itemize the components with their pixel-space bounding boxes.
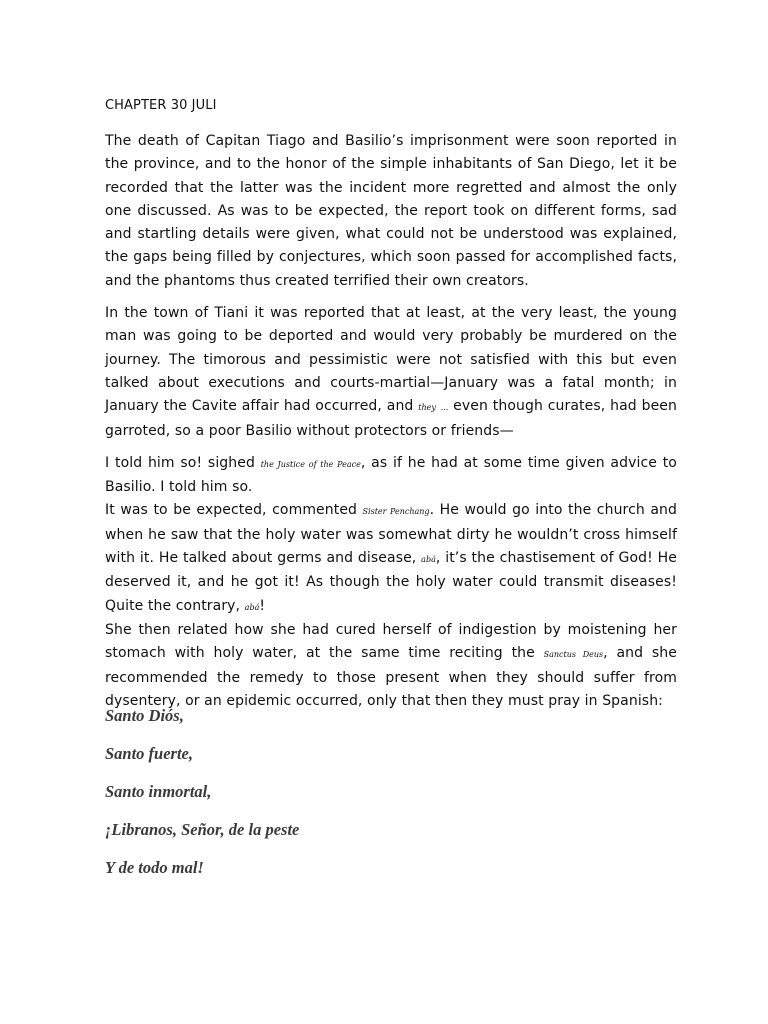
paragraph-1: The death of Capitan Tiago and Basilio’s imprisonment were soon reported in the province, and to the honor of the simple inhabitants of San Diego, let it be recorded that the latter was the incident more regretted and almost the only one discussed. As was to be expected, the report took on different forms, sad and startling details were given, what could not be understood was explained, the gaps being filled by conjectures, which soon passed for accomplished facts, and the phantoms thus created terrified their own creators. <box>105 133 677 289</box>
paragraph-5-text-a: She then related how she had cured herself of indigestion by moistening her stomach with holy water, at the same time reciting the <box>105 621 677 662</box>
paragraph-4-italic-3: abá <box>244 602 260 612</box>
verse-line: Y de todo mal! <box>105 858 204 877</box>
paragraph-3-text-b: , as if he had at some time given advice to Basilio. I told him so. <box>105 454 677 496</box>
paragraph-4-italic: Sister Penchang <box>362 507 430 517</box>
paragraph-4 <box>105 499 677 618</box>
prayer-verse <box>105 706 505 896</box>
verse-line: Santo inmortal, <box>105 782 212 801</box>
paragraph-2-italic-mark: ... <box>440 403 449 413</box>
paragraph-2-text-a: In the town of Tiani it was reported that at least, at the very least, the young man was going to be deported and would very probably be murdered on the journey. The timorous and pessimistic were not satisfied with this but even talked about executions and courts-martial—January was a fatal month; in January the Cavite affair had occurred, and <box>105 305 677 415</box>
paragraph-2 <box>105 302 677 443</box>
paragraph-4-text-a: It was to be expected, commented <box>105 502 363 519</box>
paragraph-2-italic: they <box>418 403 436 413</box>
paragraph-4-text-d: ! <box>259 597 266 614</box>
paragraph-3 <box>105 452 677 500</box>
paragraph-2-text-b: even though curates, had been garroted, so a poor Basilio without protectors or friends— <box>105 398 677 439</box>
verse-line: ¡Libranos, Señor, de la peste <box>105 820 300 839</box>
paragraph-4-italic-2: abá <box>421 555 436 565</box>
paragraph-3-text-a: I told him so! sighed <box>105 454 261 471</box>
chapter-title: CHAPTER 30 JULI <box>105 98 217 113</box>
paragraph-5-italic: Sanctus Deus <box>543 650 604 660</box>
paragraph-5 <box>105 619 677 713</box>
paragraph-4-text-c: , it’s the chastisement of God! He deserved it, and he got it! As though the holy water could transmit diseases! Quite the contrary, <box>105 550 677 614</box>
paragraph-4-text-b: . He would go into the church and when he saw that the holy water was somewhat dirty he wouldn’t cross himself with it. He talked about germs and disease, <box>105 502 678 567</box>
paragraph-3-italic: the Justice of the Peace <box>260 459 361 469</box>
paragraph-5-text-b: , and she recommended the remedy to those present when they should suffer from dysentery, or an epidemic occurred, only that then they must pray in Spanish: <box>105 645 677 709</box>
verse-line: Santo Diós, <box>105 706 184 725</box>
verse-line: Santo fuerte, <box>105 744 194 763</box>
document-body <box>105 96 677 713</box>
